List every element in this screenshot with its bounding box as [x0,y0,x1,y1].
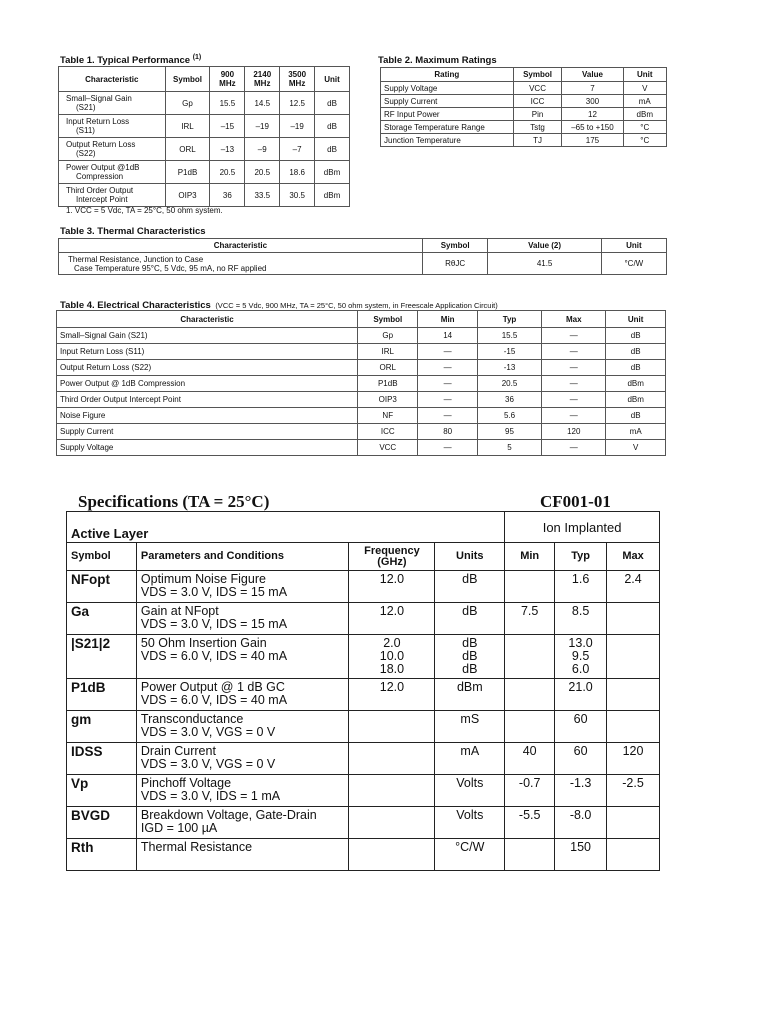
spec-param-name: Breakdown Voltage, Gate-Drain [140,808,317,822]
table4-row [57,408,666,424]
table4 [56,310,666,456]
table3-header: Symbol [422,239,488,253]
table4-header: Unit [606,311,666,328]
table3-cell-symbol: RθJC [422,253,488,275]
table4-header: Characteristic [57,311,358,328]
spec-row [67,571,660,603]
table2-row [381,121,667,134]
spec-cell-symbol: IDSS [67,743,137,775]
spec-cell-symbol: BVGD [67,807,137,839]
spec-cell-typ: 8.5 [555,603,607,635]
table4-cell-min: 14 [418,328,477,344]
char-line: Input Return Loss [66,117,130,126]
table2-cell-symbol: Pin [513,108,562,121]
spec-param-condition: VDS = 3.0 V, VGS = 0 V [140,757,276,771]
spec-cell-max: 120 [607,743,660,775]
spec-row [67,635,660,679]
table4-cell-unit: dB [606,360,666,376]
table2-header: Unit [623,68,666,82]
table4-cell-typ: -13 [477,360,541,376]
spec-param-name: 50 Ohm Insertion Gain [140,636,267,650]
table1-title: Table 1. Typical Performance $^{(1)}$ [60,54,202,67]
table1 [58,66,350,207]
spec-table [66,511,660,871]
table2-cell-symbol: ICC [513,95,562,108]
table4-row [57,376,666,392]
spec-row [67,775,660,807]
table4-row [57,344,666,360]
spec-cell-typ: 60 [555,743,607,775]
table1-cell-v2: 14.5 [245,92,280,115]
table4-cell-unit: mA [606,424,666,440]
spec-cell-min [505,635,555,679]
spec-cell-typ: 21.0 [555,679,607,711]
table2-header-row [381,68,667,82]
table1-row [59,161,350,184]
table4-cell-unit: dB [606,328,666,344]
spec-row [67,679,660,711]
spec-cell-param [136,807,349,839]
table4-row [57,424,666,440]
spec-cell-typ: 13.0 9.5 6.0 [555,635,607,679]
table1-header: 900 MHz [210,67,245,92]
spec-cell-symbol: |S21|2 [67,635,137,679]
table2-row [381,82,667,95]
table2-cell-symbol: TJ [513,134,562,147]
table2-cell-unit: mA [623,95,666,108]
table4-title: Table 4. Electrical Characteristics (VCC = 5 Vdc, 900 MHz, TA = 25°C, 50 ohm system, in Freescale Application Circuit) [60,300,498,311]
spec-cell-param [136,839,349,871]
table2-cell-rating: Supply Voltage [381,82,514,95]
spec-cell-min: -0.7 [505,775,555,807]
table1-cell-char [59,138,166,161]
table1-cell-symbol: Gp [165,92,210,115]
table4-cell-typ: 15.5 [477,328,541,344]
table4-cell-char: Third Order Output Intercept Point [57,392,358,408]
table4-cell-typ: 5.6 [477,408,541,424]
table4-cell-max: — [542,328,606,344]
spec-header: Max [607,543,660,571]
table4-cell-symbol: P1dB [358,376,418,392]
table2-header: Rating [381,68,514,82]
table4-cell-unit: dB [606,344,666,360]
table4-cell-char: Noise Figure [57,408,358,424]
spec-cell-max [607,635,660,679]
table1-row [59,115,350,138]
table4-cell-symbol: ICC [358,424,418,440]
spec-param-name: Pinchoff Voltage [140,776,232,790]
spec-active-layer: Active Layer [67,512,505,543]
char-line: Compression [76,172,124,181]
spec-cell-max [607,711,660,743]
table1-cell-v1: –13 [210,138,245,161]
table3-row [59,253,667,275]
table1-header: 2140 MHz [245,67,280,92]
table2-cell-rating: Storage Temperature Range [381,121,514,134]
table2-header: Symbol [513,68,562,82]
table2-cell-unit: °C [623,121,666,134]
spec-cell-units: Volts [435,807,505,839]
char-line: (S11) [76,126,95,135]
table3-header: Characteristic [59,239,423,253]
table1-cell-symbol: ORL [165,138,210,161]
char-line: Small–Signal Gain [66,94,132,103]
spec-cell-max [607,839,660,871]
table2-cell-unit: dBm [623,108,666,121]
table4-cell-char: Supply Voltage [57,440,358,456]
table1-row [59,138,350,161]
table3-cell-unit: °C/W [601,253,666,275]
table4-cell-symbol: VCC [358,440,418,456]
table4-cell-min: 80 [418,424,477,440]
table2-cell-rating: RF Input Power [381,108,514,121]
table1-header: Unit [315,67,350,92]
table1-cell-v2: 20.5 [245,161,280,184]
spec-cell-min: 40 [505,743,555,775]
spec-header: Parameters and Conditions [136,543,349,571]
spec-cell-symbol: gm [67,711,137,743]
spec-cell-freq [349,743,435,775]
spec-param-condition: VDS = 3.0 V, IDS = 15 mA [140,585,288,599]
table1-cell-v1: 15.5 [210,92,245,115]
char-line: (S21) [76,103,96,112]
char-line: (S22) [76,149,96,158]
spec-row [67,807,660,839]
table1-header: Characteristic [59,67,166,92]
spec-cell-freq: 12.0 [349,603,435,635]
table2-cell-value: –65 to +150 [562,121,623,134]
table1-cell-symbol: OIP3 [165,184,210,207]
table1-cell-char [59,92,166,115]
table2-cell-value: 12 [562,108,623,121]
spec-cell-param [136,711,349,743]
spec-implant: Ion Implanted [505,512,660,543]
table4-cell-unit: V [606,440,666,456]
table4-cell-symbol: ORL [358,360,418,376]
spec-cell-param [136,571,349,603]
table4-row [57,392,666,408]
table4-cell-min: — [418,344,477,360]
table4-row [57,360,666,376]
spec-param-name: Drain Current [140,744,216,758]
spec-cell-freq: 12.0 [349,571,435,603]
table1-cell-v1: –15 [210,115,245,138]
spec-cell-freq [349,807,435,839]
table1-cell-char [59,161,166,184]
spec-param-name: Optimum Noise Figure [140,572,266,586]
spec-param-condition: VDS = 6.0 V, IDS = 40 mA [140,693,288,707]
spec-header: Frequency (GHz) [349,543,435,571]
table4-row [57,440,666,456]
table1-row [59,184,350,207]
table1-cell-v3: –19 [280,115,315,138]
spec-header: Symbol [67,543,137,571]
spec-cell-min: -5.5 [505,807,555,839]
spec-param-name: Power Output @ 1 dB GC [140,680,285,694]
table2-row [381,95,667,108]
table2-cell-symbol: VCC [513,82,562,95]
spec-param-condition: VDS = 3.0 V, IDS = 1 mA [140,789,281,803]
spec-title: Specifications (TA = 25°C) [78,492,270,511]
spec-cell-symbol: NFopt [67,571,137,603]
spec-header: Min [505,543,555,571]
spec-cell-freq: 2.0 10.0 18.0 [349,635,435,679]
table1-cell-symbol: P1dB [165,161,210,184]
table4-header: Typ [477,311,541,328]
table4-header: Min [418,311,477,328]
table4-cell-char: Input Return Loss (S11) [57,344,358,360]
spec-cell-param [136,679,349,711]
table1-cell-v2: –9 [245,138,280,161]
table4-header: Max [542,311,606,328]
spec-cell-min [505,839,555,871]
spec-cell-units: dBm [435,679,505,711]
table2-row [381,108,667,121]
spec-cell-param [136,603,349,635]
spec-cell-min [505,679,555,711]
table4-cell-typ: 5 [477,440,541,456]
table2-cell-rating: Supply Current [381,95,514,108]
table4-cell-max: — [542,408,606,424]
table1-cell-unit: dB [315,92,350,115]
table3-cell-char: Thermal Resistance, Junction to Case Case Temperature 95°C, 5 Vdc, 95 mA, no RF applied [59,253,423,275]
spec-cell-param [136,743,349,775]
table2-cell-symbol: Tstg [513,121,562,134]
table4-cell-unit: dBm [606,392,666,408]
spec-param-name: Transconductance [140,712,244,726]
spec-cell-typ: 150 [555,839,607,871]
table2-cell-value: 300 [562,95,623,108]
table4-cell-max: — [542,344,606,360]
table4-cell-min: — [418,408,477,424]
table4-header: Symbol [358,311,418,328]
table1-cell-unit: dBm [315,184,350,207]
table3-header-row [59,239,667,253]
spec-active-layer-row [67,512,660,543]
table2-cell-unit: V [623,82,666,95]
spec-cell-symbol: Vp [67,775,137,807]
table1-header-row [59,67,350,92]
table4-cell-symbol: IRL [358,344,418,360]
spec-cell-symbol: Rth [67,839,137,871]
table4-cell-min: — [418,376,477,392]
table1-cell-char [59,115,166,138]
spec-param-name: Gain at NFopt [140,604,219,618]
spec-row [67,603,660,635]
table4-cell-max: — [542,392,606,408]
char-line: Third Order Output [66,186,134,195]
spec-cell-typ: -1.3 [555,775,607,807]
spec-cell-units: Volts [435,775,505,807]
spec-cell-min [505,711,555,743]
table2-title: Table 2. Maximum Ratings [378,55,497,66]
spec-cell-symbol: Ga [67,603,137,635]
table4-cell-char: Supply Current [57,424,358,440]
table2-cell-unit: °C [623,134,666,147]
table4-cell-typ: 36 [477,392,541,408]
table1-cell-unit: dB [315,115,350,138]
spec-cell-units: mS [435,711,505,743]
spec-cell-freq [349,775,435,807]
spec-cell-max [607,603,660,635]
spec-cell-units: dB [435,603,505,635]
table2-cell-value: 175 [562,134,623,147]
spec-cell-max: -2.5 [607,775,660,807]
spec-cell-symbol: P1dB [67,679,137,711]
table4-cell-min: — [418,360,477,376]
spec-param-condition: VDS = 6.0 V, IDS = 40 mA [140,649,288,663]
table4-cell-unit: dB [606,408,666,424]
table1-cell-v1: 20.5 [210,161,245,184]
table3-cell-value: 41.5 [488,253,601,275]
spec-cell-typ: -8.0 [555,807,607,839]
char-line: Power Output @1dB [66,163,140,172]
table1-header: Symbol [165,67,210,92]
table1-cell-symbol: IRL [165,115,210,138]
spec-param-name: Thermal Resistance [140,840,253,854]
table4-row [57,328,666,344]
spec-param-condition: IGD = 100 µA [140,821,218,835]
table4-cell-typ: -15 [477,344,541,360]
table2-cell-rating: Junction Temperature [381,134,514,147]
spec-cell-freq [349,711,435,743]
table4-cell-symbol: Gp [358,328,418,344]
table1-cell-v3: 18.6 [280,161,315,184]
table2-cell-value: 7 [562,82,623,95]
table4-cell-typ: 95 [477,424,541,440]
spec-header: Units [435,543,505,571]
spec-row [67,743,660,775]
table3-header: Value (2) [488,239,601,253]
table4-cell-max: — [542,376,606,392]
table4-cell-typ: 20.5 [477,376,541,392]
spec-cell-param [136,635,349,679]
table4-cell-char: Output Return Loss (S22) [57,360,358,376]
table1-header: 3500 MHz [280,67,315,92]
table1-cell-v2: 33.5 [245,184,280,207]
spec-cell-units: °C/W [435,839,505,871]
table2 [380,67,667,147]
table1-cell-unit: dB [315,138,350,161]
char-line: Intercept Point [76,195,128,204]
table2-row [381,134,667,147]
table1-footnote: 1. VCC = 5 Vdc, TA = 25°C, 50 ohm system. [66,206,223,215]
table1-row [59,92,350,115]
table4-cell-char: Power Output @ 1dB Compression [57,376,358,392]
table1-cell-v3: 12.5 [280,92,315,115]
spec-cell-min: 7.5 [505,603,555,635]
table4-cell-max: 120 [542,424,606,440]
spec-cell-units: dB [435,571,505,603]
table1-cell-v3: –7 [280,138,315,161]
table4-cell-unit: dBm [606,376,666,392]
spec-param-condition: VDS = 3.0 V, VGS = 0 V [140,725,276,739]
spec-cell-typ: 60 [555,711,607,743]
table4-cell-min: — [418,392,477,408]
table3-title: Table 3. Thermal Characteristics [60,226,206,237]
spec-header-row [67,543,660,571]
spec-cell-freq [349,839,435,871]
table4-cell-symbol: OIP3 [358,392,418,408]
spec-part-number: CF001-01 [540,492,611,511]
spec-cell-units: dB dB dB [435,635,505,679]
table4-cell-char: Small–Signal Gain (S21) [57,328,358,344]
table4-cell-max: — [542,440,606,456]
table1-cell-v1: 36 [210,184,245,207]
table1-cell-unit: dBm [315,161,350,184]
table3 [58,238,667,275]
spec-row [67,839,660,871]
spec-cell-param [136,775,349,807]
spec-cell-min [505,571,555,603]
spec-row [67,711,660,743]
table4-cell-symbol: NF [358,408,418,424]
table1-cell-v2: –19 [245,115,280,138]
spec-cell-freq: 12.0 [349,679,435,711]
table1-cell-char [59,184,166,207]
spec-header: Typ [555,543,607,571]
table4-cell-max: — [542,360,606,376]
table1-cell-v3: 30.5 [280,184,315,207]
table3-header: Unit [601,239,666,253]
table4-header-row [57,311,666,328]
char-line: Output Return Loss [66,140,136,149]
spec-cell-max: 2.4 [607,571,660,603]
spec-cell-max [607,807,660,839]
spec-cell-typ: 1.6 [555,571,607,603]
spec-param-condition: VDS = 3.0 V, IDS = 15 mA [140,617,288,631]
spec-cell-max [607,679,660,711]
table4-cell-min: — [418,440,477,456]
table2-header: Value [562,68,623,82]
spec-cell-units: mA [435,743,505,775]
